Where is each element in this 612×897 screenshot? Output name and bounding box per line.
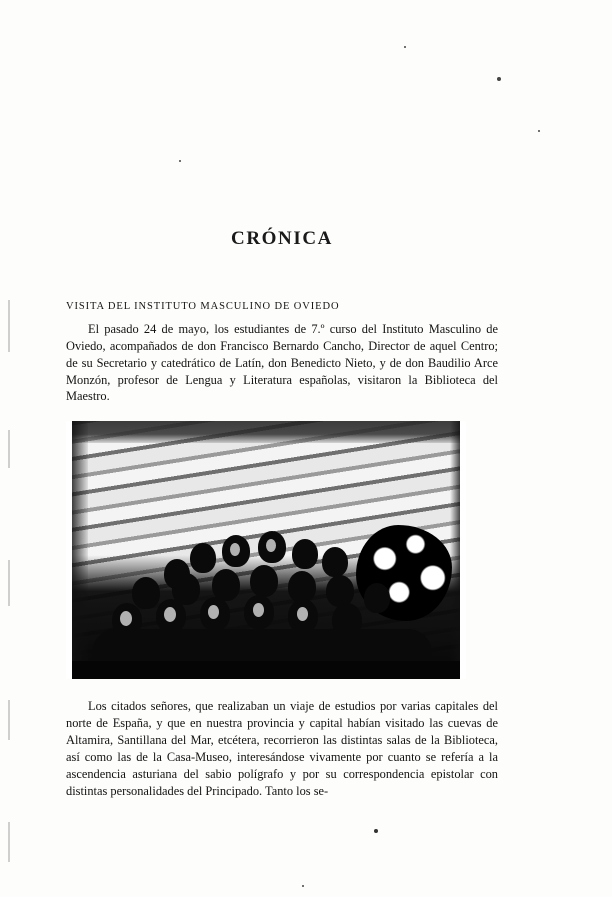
scan-edge-mark [8,430,10,468]
crowd-figures [72,529,460,679]
paragraph-first: El pasado 24 de mayo, los estudiantes de 7.º curso del Instituto Masculino de Oviedo, acompañados de don Francisco Bernardo Cancho, Director de aquel Centro; de su Secretario y catedrático de Latín, don Benedicto Nieto, y de don Baudilio Arce Monzón, profesor de Lengua y Literatura españolas, visitaron la Biblioteca del Maestro. [66,322,498,404]
page-title: CRÓNICA [231,228,333,249]
photograph-image [72,421,460,679]
paragraph-second: Los citados señores, que realizaban un viaje de estudios por varias capitales del norte de España, y que en nuestra provincia y capital habían visitado las cuevas de Altamira, Santillana del Mar, etcétera, recorrieron las distintas salas de la Biblioteca, así como las de la Casa-Museo, interesándose vivamente por cuanto se refería a la ascendencia asturiana del sabio polígrafo y por su correspondencia epistolar con distintas personalidades del Principado. Tanto los se- [66,699,498,798]
page-content [66,0,498,799]
group-photograph [66,421,466,679]
scan-edge-mark [8,560,10,606]
photo-bottom-band [72,661,460,679]
scan-speck [538,130,540,132]
scan-speck [302,885,304,887]
scan-edge-mark [8,700,10,740]
photo-top-band [72,421,460,443]
section-heading: VISITA DEL INSTITUTO MASCULINO DE OVIEDO [66,301,340,312]
scan-edge-mark [8,300,10,352]
scan-speck [374,829,378,833]
scan-edge-mark [8,822,10,862]
